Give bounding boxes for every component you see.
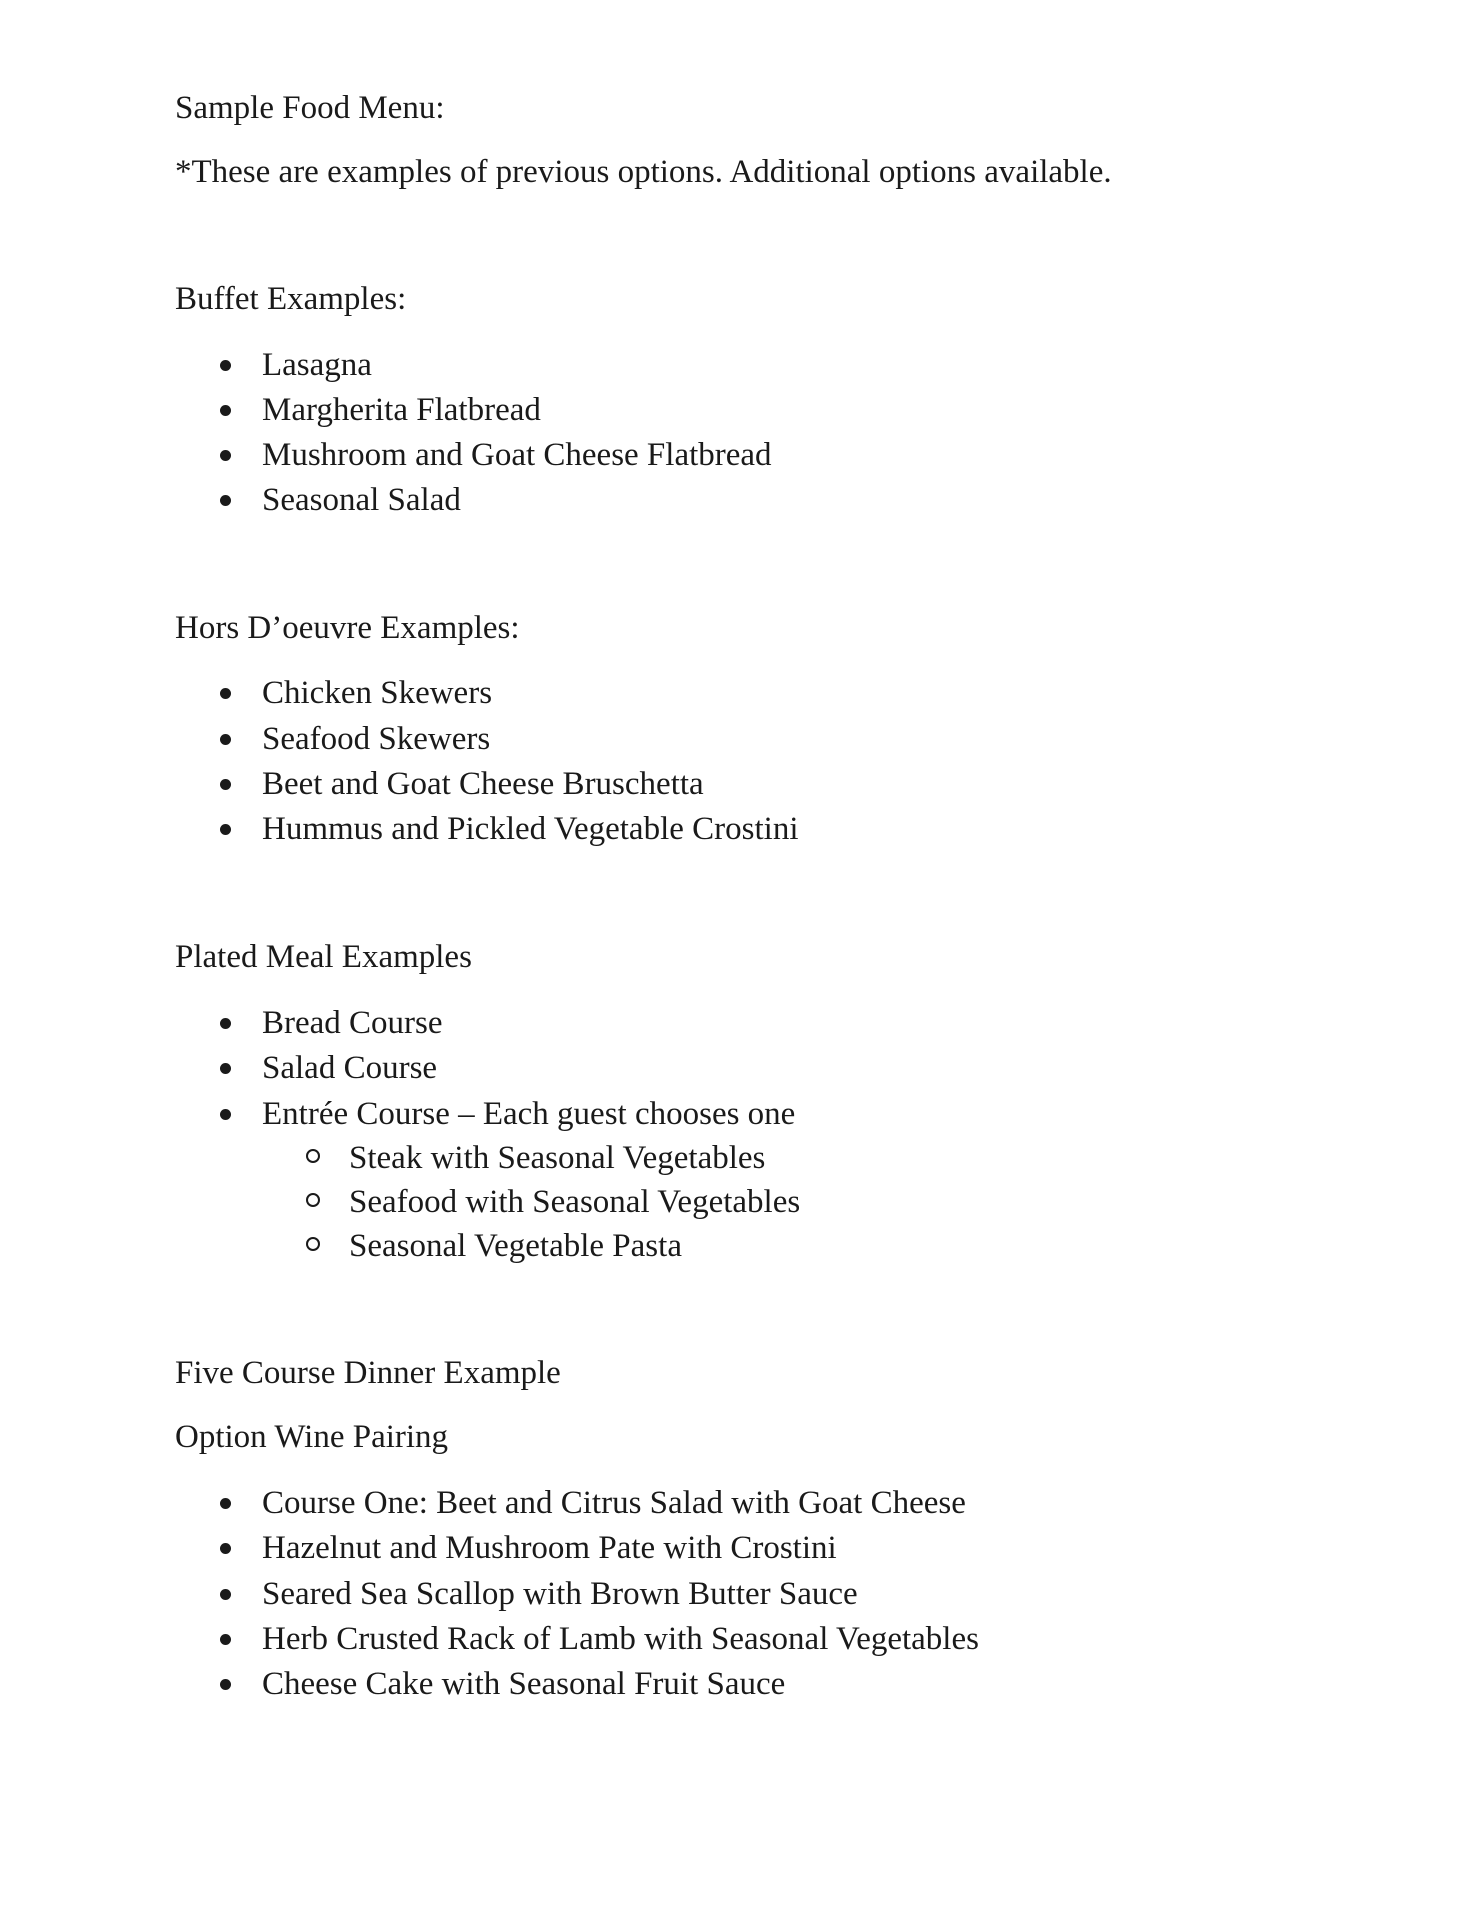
bullet-icon xyxy=(220,1109,231,1120)
bullet-icon xyxy=(220,734,231,745)
bullet-icon xyxy=(220,1589,231,1600)
page-title: Sample Food Menu: xyxy=(175,90,445,126)
availability-note: *These are examples of previous options. Additional options available. xyxy=(175,154,1112,190)
list-item-text: Lasagna xyxy=(262,347,372,383)
plated-meal-heading: Plated Meal Examples xyxy=(175,939,472,975)
list-item-text: Seasonal Salad xyxy=(262,482,461,518)
list-item-text: Cheese Cake with Seasonal Fruit Sauce xyxy=(262,1666,786,1702)
list-item-text: Seared Sea Scallop with Brown Butter Sauce xyxy=(262,1576,858,1612)
bullet-icon xyxy=(220,450,231,461)
bullet-icon xyxy=(220,495,231,506)
list-item-text: Seafood Skewers xyxy=(262,721,491,757)
list-item-text: Hazelnut and Mushroom Pate with Crostini xyxy=(262,1530,837,1566)
wine-pairing-subheading: Option Wine Pairing xyxy=(175,1419,449,1455)
hollow-bullet-icon xyxy=(306,1149,320,1163)
bullet-icon xyxy=(220,824,231,835)
list-item-text: Herb Crusted Rack of Lamb with Seasonal Vegetables xyxy=(262,1621,979,1657)
list-item-text: Entrée Course – Each guest chooses one xyxy=(262,1096,796,1132)
buffet-heading: Buffet Examples: xyxy=(175,281,407,317)
list-item-text: Mushroom and Goat Cheese Flatbread xyxy=(262,437,772,473)
sub-list-item-text: Steak with Seasonal Vegetables xyxy=(349,1140,766,1176)
bullet-icon xyxy=(220,688,231,699)
bullet-icon xyxy=(220,1634,231,1645)
list-item-text: Beet and Goat Cheese Bruschetta xyxy=(262,766,704,802)
list-item-text: Hummus and Pickled Vegetable Crostini xyxy=(262,811,799,847)
sub-list-item-text: Seafood with Seasonal Vegetables xyxy=(349,1184,801,1220)
list-item-text: Bread Course xyxy=(262,1005,443,1041)
bullet-icon xyxy=(220,1543,231,1554)
bullet-icon xyxy=(220,405,231,416)
hors-doeuvre-heading: Hors D’oeuvre Examples: xyxy=(175,610,520,646)
bullet-icon xyxy=(220,1498,231,1509)
bullet-icon xyxy=(220,779,231,790)
list-item-text: Chicken Skewers xyxy=(262,675,493,711)
bullet-icon xyxy=(220,1018,231,1029)
bullet-icon xyxy=(220,1063,231,1074)
hollow-bullet-icon xyxy=(306,1193,320,1207)
bullet-icon xyxy=(220,360,231,371)
sub-list-item-text: Seasonal Vegetable Pasta xyxy=(349,1228,682,1264)
list-item-text: Margherita Flatbread xyxy=(262,392,541,428)
list-item-text: Course One: Beet and Citrus Salad with Goat Cheese xyxy=(262,1485,966,1521)
five-course-heading: Five Course Dinner Example xyxy=(175,1355,561,1391)
bullet-icon xyxy=(220,1679,231,1690)
list-item-text: Salad Course xyxy=(262,1050,438,1086)
hollow-bullet-icon xyxy=(306,1237,320,1251)
